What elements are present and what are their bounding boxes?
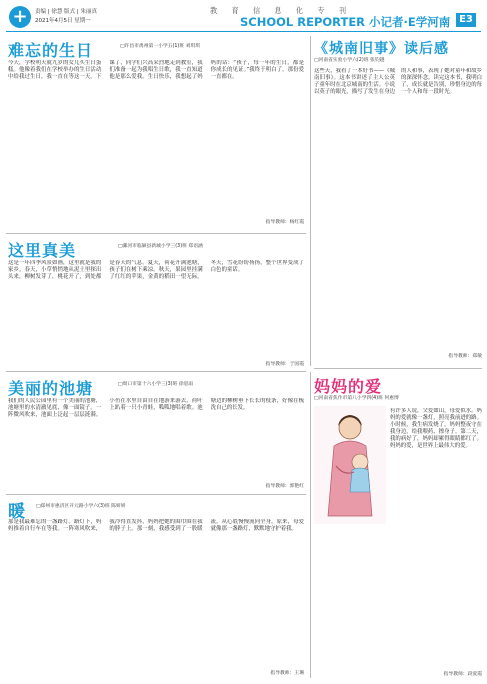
mother-child-illustration [314,406,386,524]
teacher-credit: 指导教师：于国霞 [265,362,304,367]
column-divider [310,36,311,366]
article-divider [6,371,306,372]
article-byline: □河南省实验小学六(2)班 张钧越 [314,58,385,63]
header-divider [6,31,481,32]
header-date: 2021年4月5日 星期一 [35,18,91,24]
teacher-credit: 指导教师：段爱霞 [443,672,482,677]
article-title: 《城南旧事》读后感 [314,41,449,57]
article-body: 我们的人民公园里有一个美丽的池塘，池塘里的水清澈见底，像一面镜子。一阵微风吹来，池面上泛起一层层涟漪。小鱼在水里自由自在地游来游去，荷叶上趴着一只小青蛙，呱呱地唱着歌。池塘边的柳树垂下长长的枝条，好像在梳洗自己的长发。 [8,398,304,419]
article-here-is-beautiful [6,236,306,370]
column-divider [310,372,311,678]
header-editor: 责编 | 徐慧 版式 | 朱丽真 [35,9,97,15]
article-byline: □漯河市临颍县新城小学三(3)班 郑语涵 [118,244,203,249]
article-mothers-love [314,372,482,680]
article-beautiful-pond [6,374,306,492]
article-title: 这里真美 [8,241,77,260]
article-body: 这是一年四季风景如画，这里就是我的家乡。春天，小草悄悄地从泥土里探出头来，柳树发芽了，桃花开了，到处都是春天的气息。夏天，荷花开满池塘，孩子们在树下乘凉。秋天，果园里挂满了红红的苹果，金黄的稻田一望无际。冬天，雪花纷纷扬扬，整个世界变成了白色的童话。 [8,260,304,281]
page-number-badge: E3 [456,13,476,27]
teacher-credit: 指导教师：郑敏 [448,354,482,359]
article-title: 美丽的池塘 [8,379,94,398]
article-byline: □许昌市禹州第一小学五(1)班 刘琪琪 [120,44,201,49]
teacher-credit: 指导教师：王珊 [270,671,304,676]
article-book-review [314,36,482,366]
article-body: 有许多人说，父爱如山，母爱似水。妈妈的爱就像一盏灯，照亮我前进的路。小时候，我生病发烧了，妈妈整夜守在我身边，给我喂药、擦身子。第二天，我的病好了，妈妈却累得眼睛都红了。妈妈的爱，是世界上最伟大的爱。 [390,408,482,450]
article-title: 暖 [8,502,26,522]
article-body: 这些天，我看了一本好书——《城南旧事》。这本书讲述了主人公英子童年时在北京城南的生活。小说以英子的眼光，描写了发生在身边的人和事，表现了她对童年和故乡的深深怀念。读完这本书，我明白了，成长就是告别，珍惜身边的每一个人和每一段时光。 [314,68,482,96]
article-nandong-birthday [6,36,306,232]
article-body-continued [314,528,482,668]
section-title: SCHOOL REPORTER 小记者·E学河南 [240,15,451,29]
article-title: 妈妈的爱 [314,377,383,396]
article-divider [314,368,482,369]
teacher-credit: 指导教师：杨红霞 [265,220,304,225]
newspaper-logo: + [9,6,31,28]
article-byline: □河南省焦作市第八小学四(4)班 何惠博 [314,396,399,401]
article-byline: □周口市第十六小学三(3)班 徐思雨 [118,382,194,387]
article-divider [6,233,306,234]
article-body: 那是我最难忘的一盏路灯。路灯下，妈妈推着自行车在等我。一阵寒风吹来，我冷得直发抖，妈妈把她的围巾围在我的脖子上。那一刻，我感受到了一股暖流，从心底慢慢流向全身。原来，母爱就像那一盏路灯，默默地守护着我。 [8,519,304,533]
header-motto: 教 育 信 息 化 专 刊 [210,6,353,15]
article-warmth [6,497,306,679]
article-divider [6,494,306,495]
article-body: 今天，学校明天就九岁的女儿买生日蛋糕。他像着我们在学校举办的生日活动中给我过生日，我一直在等这一天。下课了，同学们兴高采烈地走到教室，我们准备一起为我唱生日歌，我一直知道他是那么爱我。生日快乐，我想起了妈妈的话：“孩子，每一年的生日，都是你成长的见证。”我终于明白了，那份爱一直都在。 [8,60,304,81]
article-byline: □郑州市惠济区开元路小学六(3)班 陈妍妍 [36,504,126,509]
article-title: 难忘的生日 [8,41,94,60]
page-header [0,0,487,34]
teacher-credit: 指导教师：郭艳红 [265,484,304,489]
